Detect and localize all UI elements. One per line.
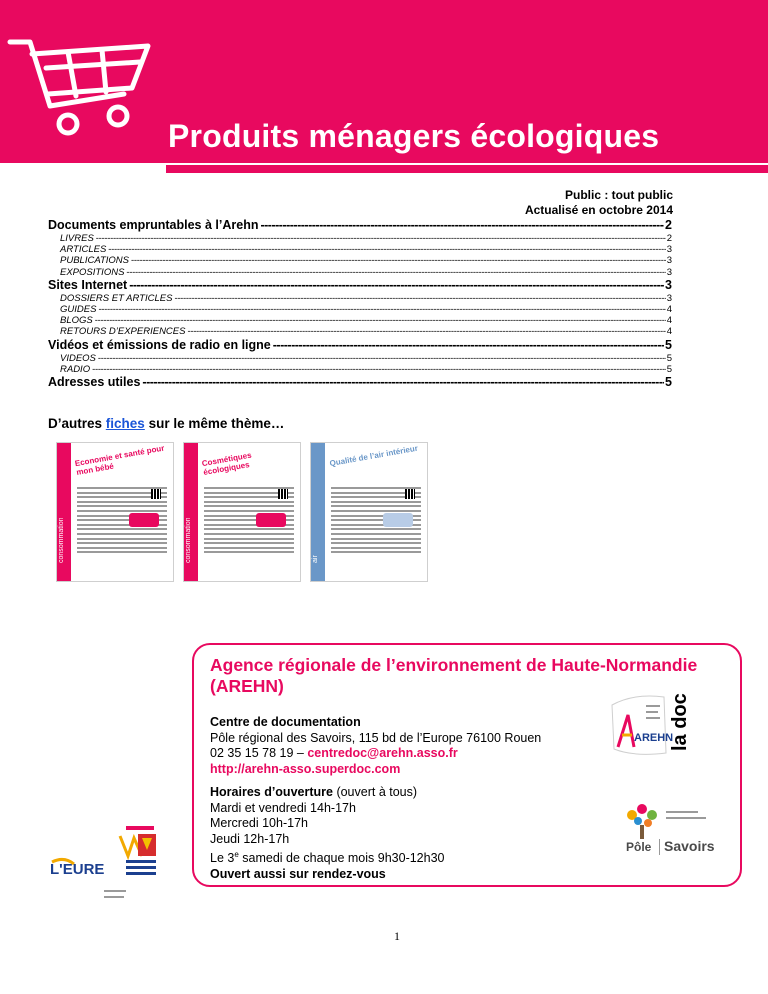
shopping-cart-icon [6,28,156,140]
hours-line: Mercredi 10h-17h [210,816,308,830]
email-link[interactable]: centredoc@arehn.asso.fr [307,746,458,760]
center-label: Centre de documentation [210,715,361,729]
toc-entry[interactable]: Vidéos et émissions de radio en ligne ----- 5 [48,338,672,353]
contact-card [192,643,742,887]
thumbnail-title: Economie et santé pour mon bébé [74,443,166,478]
header-underline [166,165,768,173]
toc-entry[interactable]: EXPOSITIONS ----- 3 [48,267,672,278]
qr-code-icon [151,489,161,499]
qr-code-icon [405,489,415,499]
toc-entry[interactable]: GUIDES ----- 4 [48,304,672,315]
svg-text:la doc: la doc [669,693,691,751]
svg-text:L'EURE: L'EURE [50,861,105,878]
hours-title: Horaires d’ouverture [210,785,333,799]
document-meta [525,188,673,218]
thumbnail-title: Qualité de l’air intérieur [328,443,419,469]
contact-info [210,715,541,777]
website-link[interactable]: http://arehn-asso.superdoc.com [210,761,401,776]
phone: 02 35 15 78 19 – [210,746,308,760]
hours-line: Mardi et vendredi 14h-17h [210,800,356,815]
toc-entry[interactable]: VIDEOS ----- 5 [48,353,672,364]
toc-entry[interactable]: BLOGS ----- 4 [48,315,672,326]
arehn-logo [604,687,730,767]
thumbnail-category: air [312,555,319,563]
toc-entry[interactable]: Adresses utiles ----- 5 [48,375,672,390]
toc-entry[interactable]: LIVRES ----- 2 [48,233,672,244]
toc-entry[interactable]: RETOURS D’EXPERIENCES ----- 4 [48,326,672,337]
thumbnail-category: consommation [58,517,65,563]
svg-text:Savoirs: Savoirs [664,838,715,854]
hours-line: Le 3e samedi de chaque mois 9h30-12h30 [210,850,445,866]
audience-label: Public : tout public [565,188,673,202]
toc-entry[interactable]: Sites Internet ----- 3 [48,278,672,293]
address: Pôle régional des Savoirs, 115 bd de l’Europe 76100 Rouen [210,730,542,745]
toc-entry[interactable]: ARTICLES ----- 3 [48,244,672,255]
opening-hours: Horaires d’ouverture (ouvert à tous) Mardi et vendredi 14h-17h Mercredi 10h-17h Jeudi 12h-17h Le 3e samedi de chaque mois 9h30-12h30 Ouvert aussi sur rendez-vous [210,785,445,881]
thumbnail-title: Cosmétiques écologiques [201,450,253,478]
eure-region-logos [50,826,165,910]
hours-line: Jeudi 12h-17h [210,831,290,846]
toc-entry[interactable]: RADIO ----- 5 [48,364,672,375]
page-title: Produits ménagers écologiques [168,118,660,154]
related-sheet-thumbnail[interactable] [56,442,174,582]
related-sheets-heading: D’autres fiches sur le même thème… [48,416,285,431]
fiches-link[interactable]: fiches [105,416,145,431]
agency-name: Agence régionale de l’environnement de Haute-Normandie (AREHN) [210,655,698,696]
page-number: 1 [394,929,400,943]
svg-text:Pôle: Pôle [626,840,652,854]
thumbnail-category: consommation [185,517,192,563]
toc-entry[interactable]: Documents empruntables à l’Arehn ----- 2 [48,218,672,233]
related-sheet-thumbnail[interactable] [183,442,301,582]
pole-des-savoirs-logo [618,801,728,859]
svg-text:AREHN: AREHN [634,732,674,744]
related-sheet-thumbnail[interactable] [310,442,428,582]
appointment-note: Ouvert aussi sur rendez-vous [210,866,386,881]
toc-entry[interactable]: DOSSIERS ET ARTICLES ----- 3 [48,293,672,304]
updated-label: Actualisé en octobre 2014 [524,203,673,217]
toc-entry[interactable]: PUBLICATIONS ----- 3 [48,255,672,266]
qr-code-icon [278,489,288,499]
table-of-contents [48,218,672,390]
